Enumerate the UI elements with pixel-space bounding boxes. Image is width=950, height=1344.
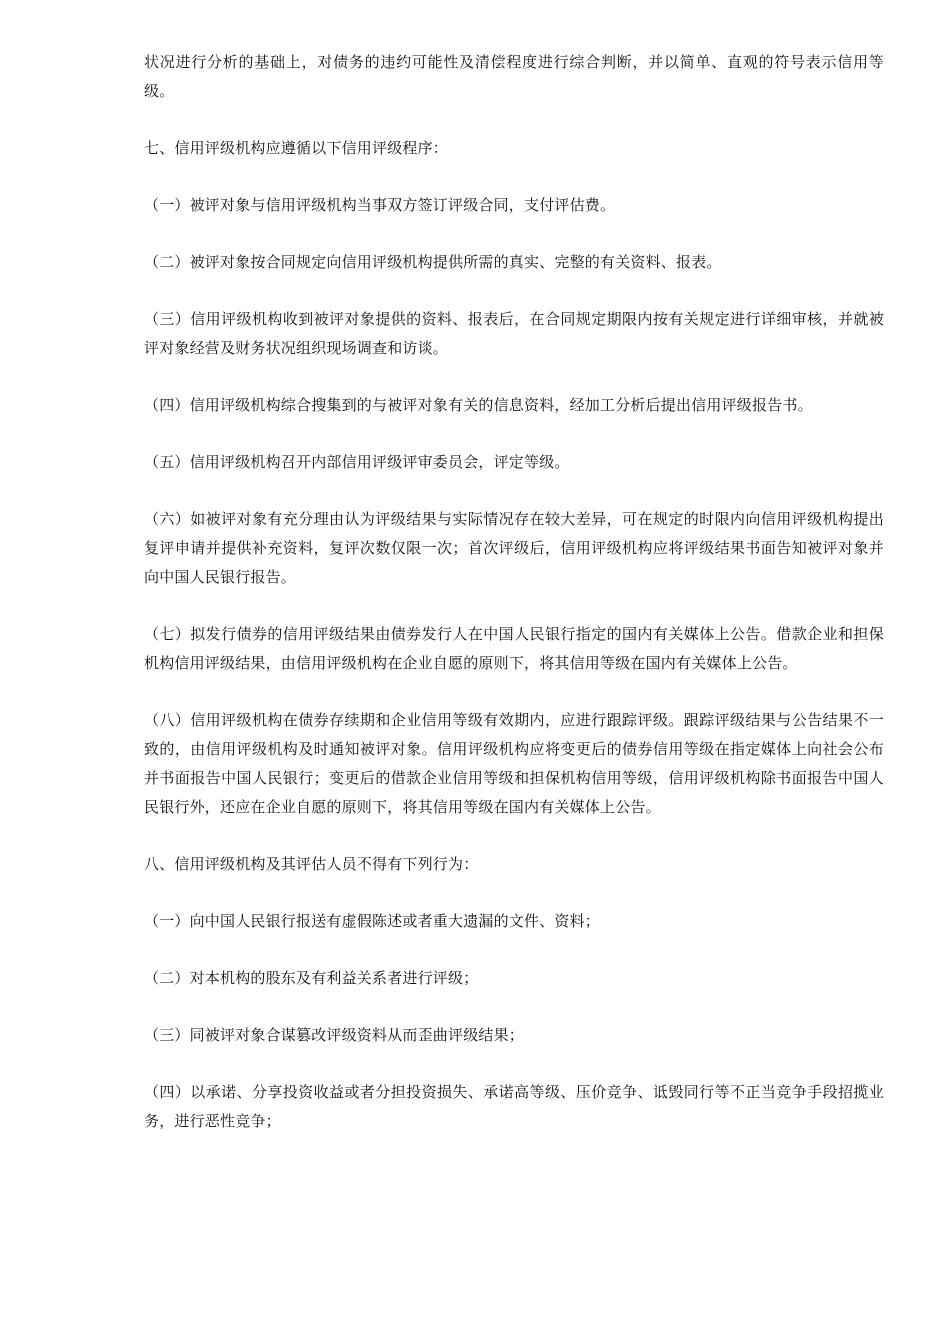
document-body: [144, 48, 884, 1164]
list-item-8-4: （四）以承诺、分享投资收益或者分担投资损失、承诺高等级、压价竞争、诋毁同行等不正当竞争手段招揽业务，进行恶性竞争；: [144, 1083, 884, 1130]
list-item-7-1: （一）被评对象与信用评级机构当事双方签订评级合同，支付评估费。: [144, 196, 616, 214]
list-item-7-5: （五）信用评级机构召开内部信用评级评审委员会，评定等级。: [144, 453, 570, 471]
list-item-8-3: （三）同被评对象合谋篡改评级资料从而歪曲评级结果；: [144, 1026, 525, 1044]
list-item-7-4: （四）信用评级机构综合搜集到的与被评对象有关的信息资料，经加工分析后提出信用评级报告书。: [144, 396, 813, 414]
section-heading-7: 七、信用评级机构应遵循以下信用评级程序：: [144, 139, 449, 157]
list-item-7-2: （二）被评对象按合同规定向信用评级机构提供所需的真实、完整的有关资料、报表。: [144, 253, 722, 271]
paragraph-continuation: 状况进行分析的基础上，对债务的违约可能性及清偿程度进行综合判断，并以简单、直观的符号表示信用等级。: [144, 53, 884, 100]
list-item-7-3: （三）信用评级机构收到被评对象提供的资料、报表后，在合同规定期限内按有关规定进行详细审核，并就被评对象经营及财务状况组织现场调查和访谈。: [144, 310, 884, 357]
list-item-7-6: （六）如被评对象有充分理由认为评级结果与实际情况存在较大差异，可在规定的时限内向信用评级机构提出复评申请并提供补充资料，复评次数仅限一次；首次评级后，信用评级机构应将评级结果书面告知被评对象并向中国人民银行报告。: [144, 510, 884, 586]
list-item-7-8: （八）信用评级机构在债券存续期和企业信用等级有效期内，应进行跟踪评级。跟踪评级结果与公告结果不一致的，由信用评级机构及时通知被评对象。信用评级机构应将变更后的债券信用等级在指定媒体上向社会公布并书面报告中国人民银行；变更后的借款企业信用等级和担保机构信用等级，信用评级机构除书面报告中国人民银行外，还应在企业自愿的原则下，将其信用等级在国内有关媒体上公告。: [144, 711, 884, 816]
list-item-7-7: （七）拟发行债券的信用评级结果由债券发行人在中国人民银行指定的国内有关媒体上公告。借款企业和担保机构信用评级结果，由信用评级机构在企业自愿的原则下，将其信用等级在国内有关媒体上公告。: [144, 625, 884, 672]
list-item-8-2: （二）对本机构的股东及有利益关系者进行评级；: [144, 969, 479, 987]
section-heading-8: 八、信用评级机构及其评估人员不得有下列行为：: [144, 855, 479, 873]
list-item-8-1: （一）向中国人民银行报送有虚假陈述或者重大遗漏的文件、资料；: [144, 912, 601, 930]
